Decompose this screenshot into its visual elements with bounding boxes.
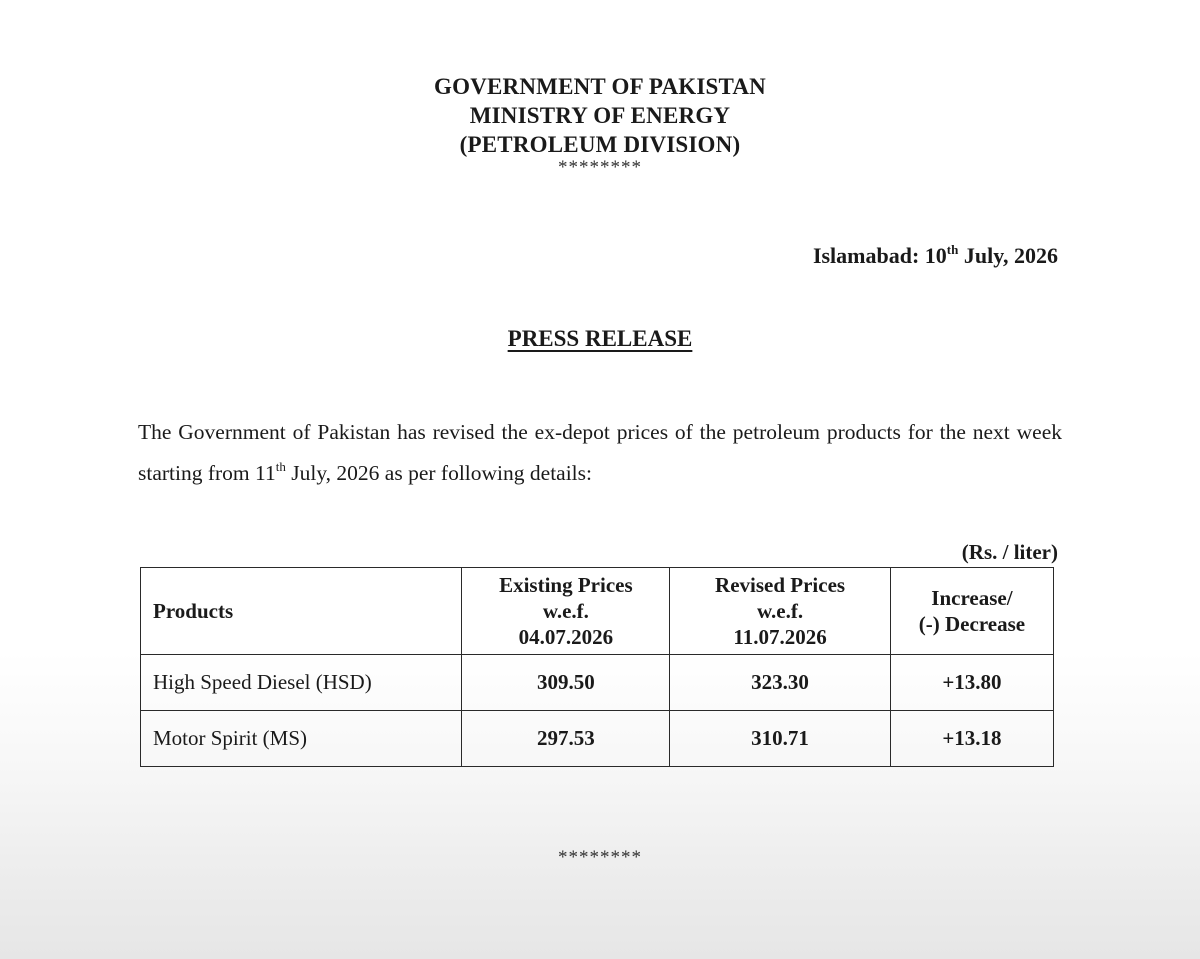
row-product-name: Motor Spirit (MS) xyxy=(141,711,462,767)
header-products: Products xyxy=(141,568,462,655)
letterhead xyxy=(0,72,1200,159)
header-revised-line1: Revised Prices xyxy=(715,573,846,597)
unit-note: (Rs. / liter) xyxy=(961,540,1058,564)
header-revised-prices xyxy=(670,568,891,655)
letterhead-government: GOVERNMENT OF PAKISTAN xyxy=(434,74,766,99)
header-revised-line3: 11.07.2026 xyxy=(733,625,827,649)
row-revised-price: 310.71 xyxy=(670,711,891,767)
press-release-heading: PRESS RELEASE xyxy=(507,326,693,351)
header-change-line2: (-) Decrease xyxy=(918,612,1026,636)
row-product-name: High Speed Diesel (HSD) xyxy=(141,655,462,711)
paragraph-text-end: July, 2026 as per following details: xyxy=(285,461,592,485)
dateline xyxy=(813,243,1058,269)
header-existing-line3: 04.07.2026 xyxy=(518,625,614,649)
dateline-month-year: July, 2026 xyxy=(958,243,1058,268)
price-table xyxy=(140,567,1054,767)
row-existing-price: 309.50 xyxy=(462,655,670,711)
header-change xyxy=(890,568,1053,655)
letterhead-ministry: MINISTRY OF ENERGY xyxy=(469,103,731,128)
header-existing-line2: w.e.f. xyxy=(542,599,589,623)
dateline-place: Islamabad: 10 xyxy=(812,243,947,268)
row-price-change: +13.18 xyxy=(890,711,1053,767)
row-revised-price: 323.30 xyxy=(670,655,891,711)
row-price-change: +13.80 xyxy=(890,655,1053,711)
document-title xyxy=(0,326,1200,352)
table-row xyxy=(141,655,1054,711)
footer-separator-stars: ******** xyxy=(558,847,642,868)
letterhead-division: (PETROLEUM DIVISION) xyxy=(459,132,741,157)
header-revised-line2: w.e.f. xyxy=(757,599,804,623)
paragraph-ordinal: th xyxy=(275,458,286,474)
header-existing-line1: Existing Prices xyxy=(499,573,633,597)
header-change-line1: Increase/ xyxy=(931,586,1013,610)
table-header-row xyxy=(141,568,1054,655)
paragraph-text-start: The Government of Pakistan has revised the ex-depot prices of the petroleum products for the next week starting from 11 xyxy=(138,420,1062,485)
table-row xyxy=(141,711,1054,767)
header-existing-prices xyxy=(462,568,670,655)
dateline-ordinal: th xyxy=(946,241,959,257)
body-paragraph xyxy=(138,412,1062,494)
row-existing-price: 297.53 xyxy=(462,711,670,767)
header-separator-stars: ******** xyxy=(558,157,642,178)
